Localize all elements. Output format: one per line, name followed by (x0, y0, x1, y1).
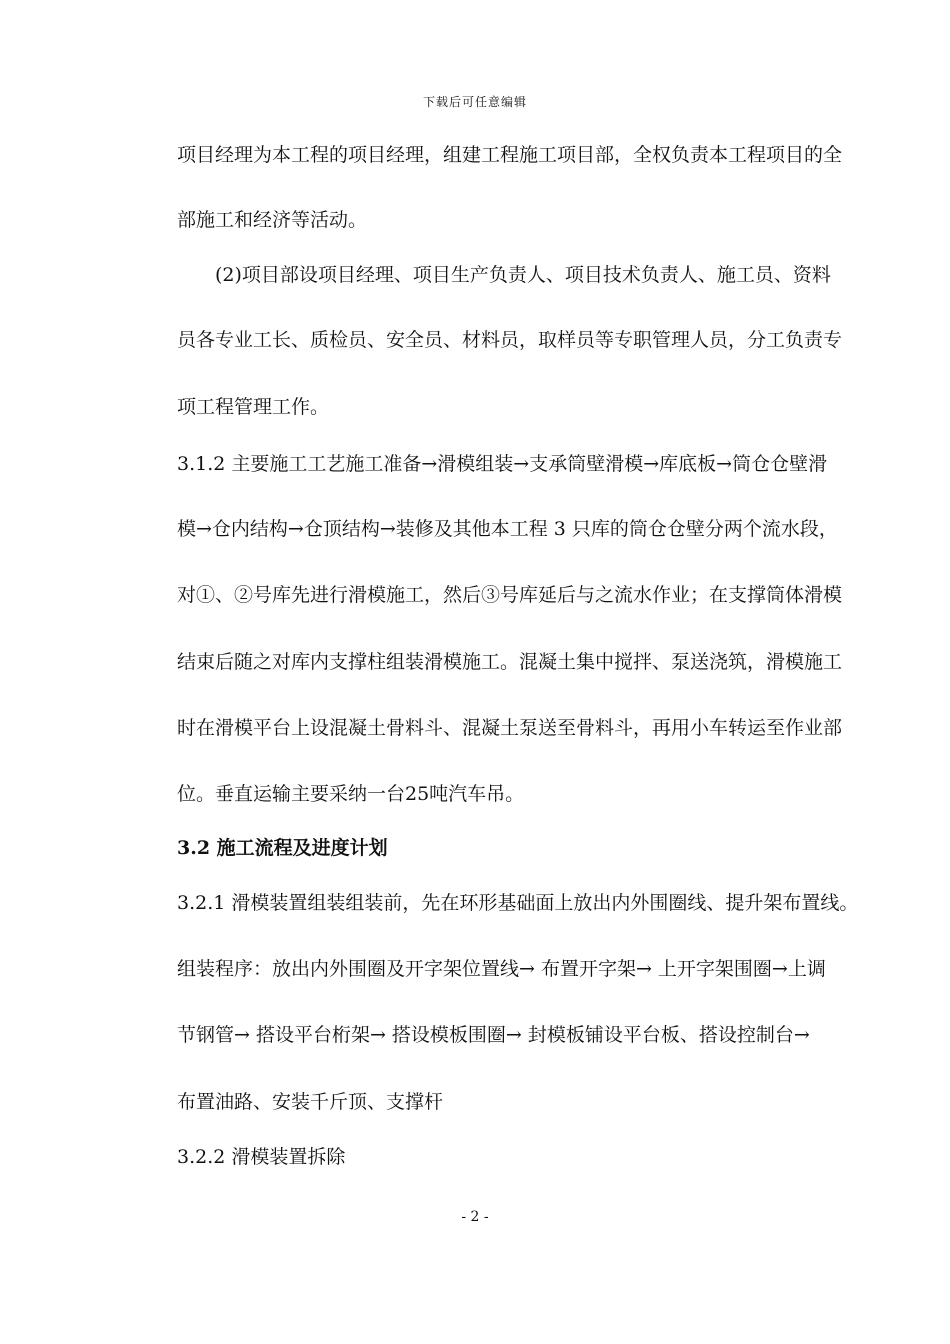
page-number: - 2 - (461, 1209, 489, 1225)
subsection-heading: 3.2.2 滑模装置拆除 (177, 1146, 346, 1168)
paragraph-line: 节钢管→ 搭设平台桁架→ 搭设模板围圈→ 封模板铺设平台板、搭设控制台→ (177, 1024, 810, 1046)
paragraph-line: 3.1.2 主要施工工艺施工准备→滑模组装→支承筒壁滑模→库底板→筒仓仓壁滑 (177, 453, 828, 475)
paragraph-line: 3.2.1 滑模装置组装组装前，先在环形基础面上放出内外围圈线、提升架布置线。 (177, 892, 859, 914)
paragraph-line: 部施工和经济等活动。 (177, 209, 368, 231)
paragraph-line: 员各专业工长、质检员、安全员、材料员，取样员等专职管理人员，分工负责专 (177, 329, 843, 351)
paragraph-line: (2)项目部设项目经理、项目生产负责人、项目技术负责人、施工员、资料 (215, 264, 831, 286)
paragraph-line: 项目经理为本工程的项目经理，组建工程施工项目部，全权负责本工程项目的全 (177, 144, 843, 166)
paragraph-line: 布置油路、安装千斤顶、支撑杆 (177, 1091, 444, 1113)
paragraph-line: 组装程序：放出内外围圈及开字架位置线→ 布置开字架→ 上开字架围圈→上调 (177, 958, 826, 980)
paragraph-line: 位。垂直运输主要采纳一台25吨汽车吊。 (177, 783, 525, 805)
paragraph-line: 时在滑模平台上设混凝土骨料斗、混凝土泵送至骨料斗，再用小车转运至作业部 (177, 717, 843, 739)
paragraph-line: 项工程管理工作。 (177, 396, 330, 418)
section-heading: 3.2 施工流程及进度计划 (177, 837, 388, 859)
paragraph-line: 模→仓内结构→仓顶结构→装修及其他本工程 3 只库的筒仓仓壁分两个流水段， (177, 518, 838, 540)
paragraph-line: 结束后随之对库内支撑柱组装滑模施工。混凝土集中搅拌、泵送浇筑，滑模施工 (177, 651, 843, 673)
paragraph-line: 对①、②号库先进行滑模施工，然后③号库延后与之流水作业；在支撑筒体滑模 (177, 584, 843, 606)
page-header: 下载后可任意编辑 (422, 95, 527, 109)
